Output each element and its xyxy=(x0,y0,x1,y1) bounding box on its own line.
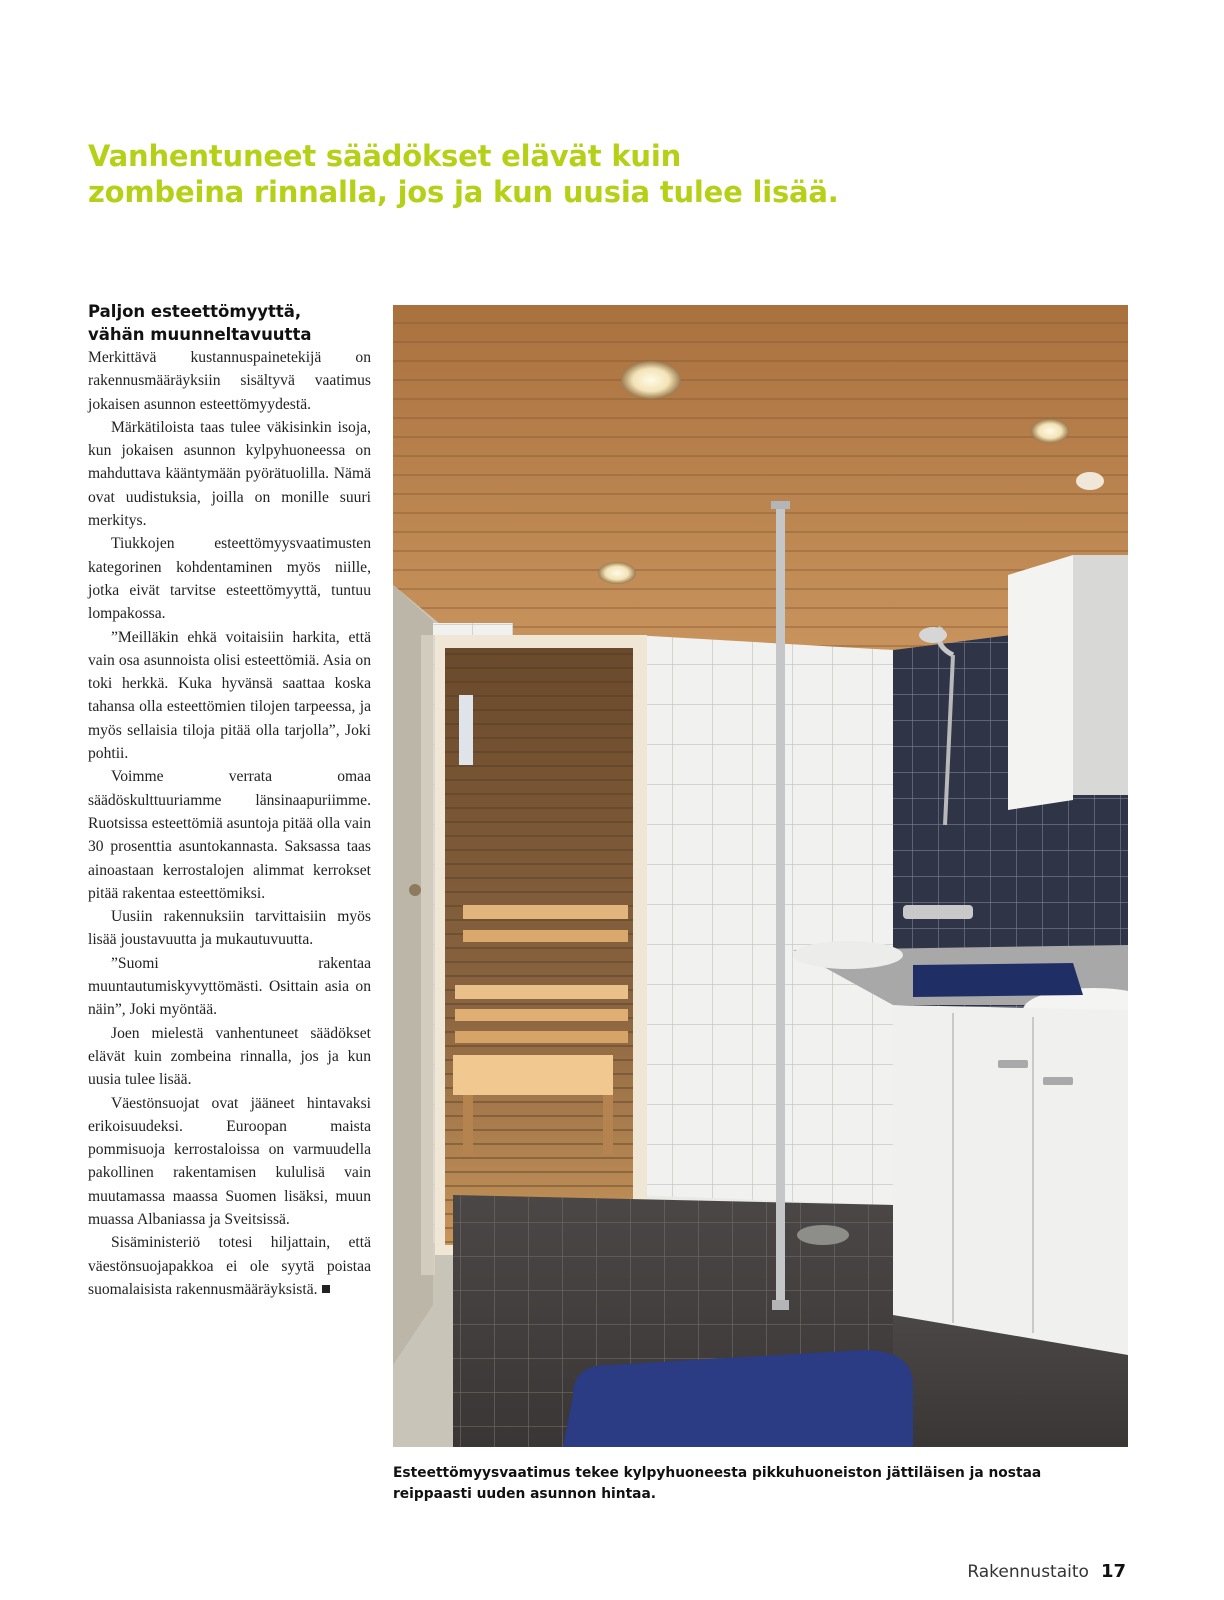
paragraph-6: Uusiin rakennuksiin tarvittaisiin myös lisää joustavuutta ja mukautuvuutta. xyxy=(88,908,371,949)
bathroom-photo-illustration xyxy=(393,305,1128,1447)
page-footer xyxy=(967,1561,1126,1582)
photo-caption xyxy=(393,1463,1128,1505)
bathroom-photo xyxy=(393,305,1128,1447)
paragraph-5: Voimme verrata omaa säädöskulttuuriamme länsinaapuriimme. Ruotsissa esteettömiä asuntoja pitää olla vain 30 prosenttia asuntokannasta. Saksassa taas ainoastaan kerrostalojen alimmat kerrokset pitää rakentaa esteettömiksi. xyxy=(88,768,371,902)
paragraph-4: ”Meilläkin ehkä voitaisiin harkita, että vain osa asunnoista olisi esteettömiä. Asia on toki herkkä. Kuka hyvänsä saattaa koska tahansa olla esteettömien tilojen tarpeessa, ja myös sellaisia tiloja pitää olla tarjolla”, Joki pohtii. xyxy=(88,628,371,763)
paragraph-10-text: Sisäministeriö totesi hiljattain, että väestönsuojapakkoa ei ole syytä poistaa suomalaisista rakennusmääräyksistä. xyxy=(88,1234,371,1298)
article-column xyxy=(88,300,371,1301)
article-subheading xyxy=(88,300,371,346)
paragraph-9: Väestönsuojat ovat jääneet hintavaksi erikoisuudeksi. Euroopan maista pommisuoja kerrostaloissa on varmuudella pakollinen rakentamisen kululisä vain muutamassa maassa Suomen lisäksi, muun muassa Albaniassa ja Sveitsissä. xyxy=(88,1094,371,1228)
headline xyxy=(88,138,988,210)
paragraph-10 xyxy=(88,1231,371,1301)
end-of-article-mark xyxy=(322,1285,330,1293)
paragraph-7: ”Suomi rakentaa muuntautumiskyvyttömästi. Osittain asia on näin”, Joki myöntää. xyxy=(88,954,371,1019)
paragraph-8: Joen mielestä vanhentuneet säädökset elävät kuin zombeina rinnalla, jos ja kun uusia tulee lisää. xyxy=(88,1024,371,1089)
subheading-line-2: vähän muunneltavuutta xyxy=(88,325,312,344)
paragraph-1: Merkittävä kustannuspainetekijä on rakennusmääräyksiin sisältyvä vaatimus jokaisen asunnon esteettömyydestä. xyxy=(88,349,371,413)
headline-line-1: Vanhentuneet säädökset elävät kuin xyxy=(88,139,682,173)
caption-line-2: reippaasti uuden asunnon hintaa. xyxy=(393,1486,657,1502)
caption-line-1: Esteettömyysvaatimus tekee kylpyhuoneesta pikkuhuoneiston jättiläisen ja nostaa xyxy=(393,1465,1042,1481)
magazine-name: Rakennustaito xyxy=(967,1562,1089,1582)
subheading-line-1: Paljon esteettömyyttä, xyxy=(88,302,302,321)
paragraph-3: Tiukkojen esteettömyysvaatimusten kategorinen kohdentaminen myös niille, jotka eivät tarvitse esteettömyyttä, tuntuu lompakossa. xyxy=(88,535,371,623)
headline-line-2: zombeina rinnalla, jos ja kun uusia tulee lisää. xyxy=(88,175,839,209)
paragraph-2: Märkätiloista taas tulee väkisinkin isoja, kun jokaisen asunnon kylpyhuoneessa on mahduttava kääntymään pyörätuolilla. Nämä ovat uudistuksia, joilla on monille suuri merkitys. xyxy=(88,418,371,530)
page-number: 17 xyxy=(1100,1561,1126,1582)
